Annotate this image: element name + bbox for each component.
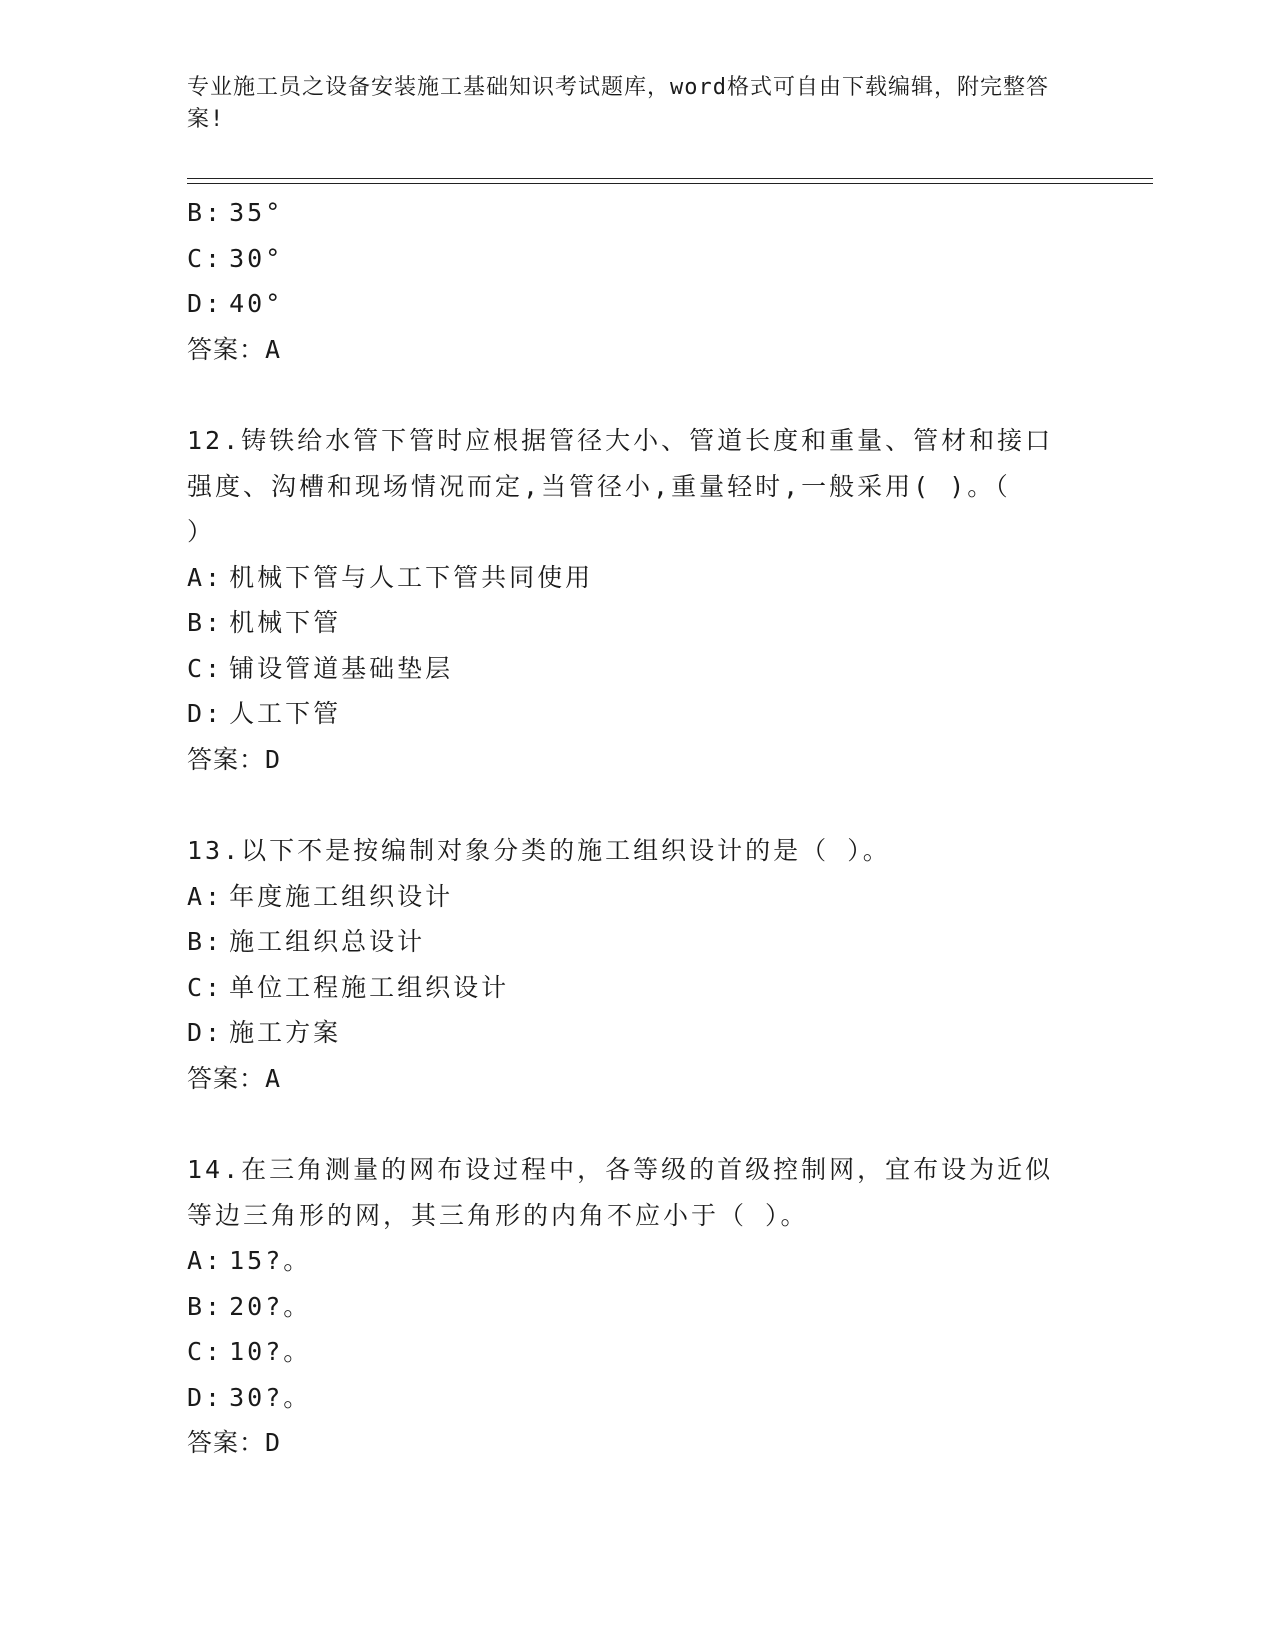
option-text: 10?。 <box>229 1337 312 1366</box>
option-key: B: <box>187 198 224 227</box>
question-14 <box>187 1147 1087 1466</box>
answer-line: 答案：A <box>187 1063 282 1093</box>
question-12 <box>187 418 1087 782</box>
option-key: C: <box>187 972 224 1002</box>
option-text: 机械下管 <box>229 608 342 637</box>
option-row <box>187 1238 1087 1284</box>
option-key: D: <box>187 1018 224 1047</box>
option-text: 35° <box>229 198 284 227</box>
option-key: B: <box>187 927 224 956</box>
question-13 <box>187 828 1087 1101</box>
option-text: 施工方案 <box>229 1018 342 1047</box>
option-text: 30?。 <box>229 1382 312 1412</box>
answer-line: 答案：A <box>187 334 282 364</box>
option-key: A: <box>187 1246 224 1275</box>
option-row <box>187 600 1087 646</box>
option-text: 铺设管道基础垫层 <box>229 653 454 683</box>
option-text: 人工下管 <box>229 699 342 728</box>
option-row <box>187 1375 1087 1421</box>
option-row <box>187 555 1087 601</box>
option-text: 30° <box>229 243 284 273</box>
option-text: 年度施工组织设计 <box>229 881 454 911</box>
option-row <box>187 190 1087 236</box>
option-key: B: <box>187 608 224 637</box>
question-stem-line: 强度、沟槽和现场情况而定,当管径小,重量轻时,一般采用( )。（ <box>187 471 1011 501</box>
answer-line: 答案：D <box>187 744 282 774</box>
option-row <box>187 1284 1087 1330</box>
question-stem-line: 14.在三角测量的网布设过程中，各等级的首级控制网，宜布设为近似 <box>187 1155 1054 1184</box>
option-key: B: <box>187 1291 224 1321</box>
document-header: 专业施工员之设备安装施工基础知识考试题库，word格式可自由下载编辑，附完整答案! <box>187 75 1049 132</box>
continued-question <box>187 190 1087 372</box>
option-key: C: <box>187 1337 224 1366</box>
option-key: A: <box>187 881 224 911</box>
header-divider-top <box>187 178 1153 179</box>
option-row <box>187 1010 1087 1056</box>
option-text: 15?。 <box>229 1246 312 1275</box>
question-stem-line: 等边三角形的网，其三角形的内角不应小于（ ）。 <box>187 1200 809 1230</box>
option-row <box>187 646 1087 692</box>
option-row <box>187 691 1087 737</box>
document-body <box>187 190 1087 1466</box>
option-key: C: <box>187 653 224 683</box>
option-text: 单位工程施工组织设计 <box>229 972 510 1002</box>
option-text: 机械下管与人工下管共同使用 <box>229 562 594 592</box>
option-row <box>187 965 1087 1011</box>
option-key: D: <box>187 1382 224 1412</box>
option-text: 40° <box>229 289 284 318</box>
option-key: C: <box>187 243 224 273</box>
option-row <box>187 281 1087 327</box>
option-row <box>187 919 1087 965</box>
answer-line: 答案：D <box>187 1428 282 1457</box>
option-text: 施工组织总设计 <box>229 927 426 956</box>
header-divider-bottom <box>187 183 1153 184</box>
option-text: 20?。 <box>229 1291 312 1321</box>
option-row <box>187 236 1087 282</box>
option-key: D: <box>187 699 224 728</box>
question-stem-line: ） <box>187 517 216 546</box>
option-key: A: <box>187 562 224 592</box>
option-row <box>187 1329 1087 1375</box>
question-stem-line: 13.以下不是按编制对象分类的施工组织设计的是（ ）。 <box>187 836 891 865</box>
question-stem-line: 12.铸铁给水管下管时应根据管径大小、管道长度和重量、管材和接口 <box>187 426 1054 455</box>
option-key: D: <box>187 289 224 318</box>
option-row <box>187 874 1087 920</box>
